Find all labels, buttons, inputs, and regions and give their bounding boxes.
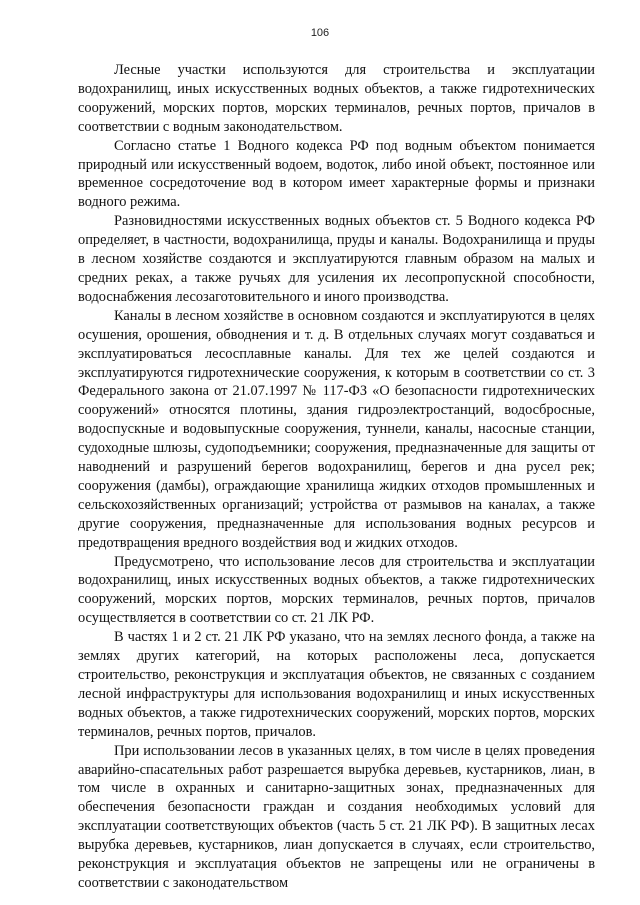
paragraph: Каналы в лесном хозяйстве в основном создаются и эксплуатируются в целях осушения, орошения, обводнения и т. д. В отдельных случаях могут создаваться и эксплуатироваться лесосплавные каналы. Для тех же целей создаются и эксплуатируются гидротехнические сооружения, к которым в соответствии со ст. 3 Федерального закона от 21.07.1997 № 117-ФЗ «О безопасности гидротехнических сооружений» относятся плотины, здания гидроэлектростанций, водосбросные, водоспускные и водовыпускные сооружения, туннели, каналы, насосные станции, судоходные шлюзы, судоподъемники; сооружения, предназначенные для защиты от наводнений и разрушений берегов водохранилищ, берегов и дна русел рек; сооружения (дамбы), ограждающие хранилища жидких отходов промышленных и сельскохозяйственных организаций; устройства от размывов на каналах, а также другие сооружения, предназначенные для использования водных ресурсов и предотвращения вредного воздействия вод и жидких отходов. [78, 307, 595, 551]
paragraph: Лесные участки используются для строительства и эксплуатации водохранилищ, иных искусственных водных объектов, а также гидротехнических сооружений, морских портов, морских терминалов, речных портов, причалов в соответствии с водным законодательством. [78, 62, 595, 135]
paragraph: Согласно статье 1 Водного кодекса РФ под водным объектом понимается природный или искусственный водоем, водоток, либо иной объект, постоянное или временное сосредоточение вод в котором имеет характерные формы и признаки водного режима. [78, 137, 595, 211]
paragraph: Разновидностями искусственных водных объектов ст. 5 Водного кодекса РФ определяет, в частности, водохранилища, пруды и каналы. Водохранилища и пруды в лесном хозяйстве создаются и эксплуатируются главным образом на малых и средних реках, а также ручьях для усиления их лесопропускной способности, водоснабжения лесозаготовительного и иного производства. [78, 213, 595, 305]
body-text [78, 61, 595, 893]
paragraph: В частях 1 и 2 ст. 21 ЛК РФ указано, что на землях лесного фонда, а также на землях других категорий, на которых расположены леса, допускается строительство, реконструкция и эксплуатация объектов, не связанных с созданием лесной инфраструктуры для использования водохранилищ и иных искусственных водных объектов, а также гидротехнических сооружений, морских портов, морских терминалов, речных портов, причалов. [78, 629, 595, 740]
paragraph: Предусмотрено, что использование лесов для строительства и эксплуатации водохранилищ, иных искусственных водных объектов, а также гидротехнических сооружений, морских портов, морских терминалов, речных портов, причалов осуществляется в соответствии со ст. 21 ЛК РФ. [78, 553, 595, 627]
paragraph: При использовании лесов в указанных целях, в том числе в целях проведения аварийно-спасательных работ разрешается вырубка деревьев, кустарников, лиан, в том числе в охранных и санитарно-защитных зонах, предназначенных для обеспечения безопасности граждан и создания необходимых условий для эксплуатации соответствующих объектов (часть 5 ст. 21 ЛК РФ). В защитных лесах вырубка деревьев, кустарников, лиан допускается в случаях, если строительство, реконструкция и эксплуатация объектов не запрещены или не ограничены в соответствии с законодательством [78, 742, 595, 891]
page-number: 106 [310, 27, 330, 39]
